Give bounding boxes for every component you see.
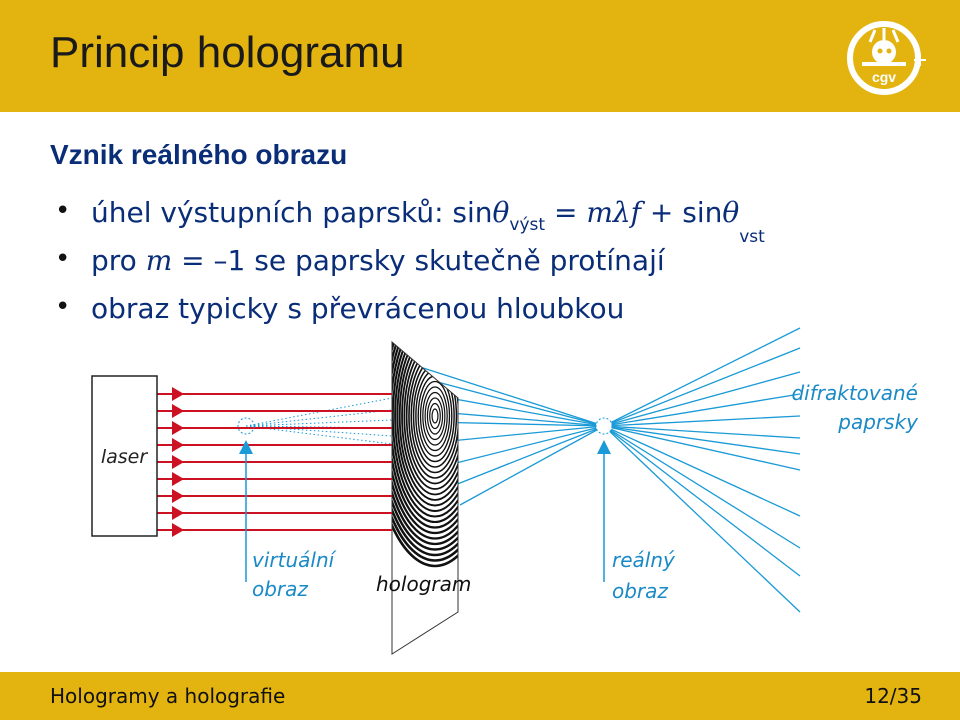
diffracted-ray bbox=[604, 348, 800, 426]
laser-ray-arrow bbox=[172, 489, 184, 503]
laser-ray-arrow bbox=[172, 455, 184, 469]
diffracted-ray bbox=[604, 426, 800, 548]
virtual-image-label: virtuální bbox=[252, 548, 335, 572]
laser-ray-arrow bbox=[172, 523, 184, 537]
bullet-item: • úhel výstupních paprsků: sinθ$_{výst}$ = mλf + sinθ$_{vst}$ bbox=[55, 196, 765, 244]
laser-rays bbox=[157, 387, 392, 537]
laser-ray-arrow bbox=[172, 472, 184, 486]
diffracted-rays-label: difraktované bbox=[791, 381, 918, 405]
section-heading: Vznik reálného obrazu bbox=[50, 139, 348, 170]
diffracted-rays-label: paprsky bbox=[838, 410, 918, 434]
hologram-plate bbox=[372, 320, 498, 656]
diffracted-ray bbox=[455, 426, 604, 485]
laser-ray-arrow bbox=[172, 506, 184, 520]
real-image-label: obraz bbox=[612, 579, 668, 603]
real-image-point bbox=[596, 418, 612, 434]
virtual-ray bbox=[246, 420, 392, 426]
virtual-image-rays bbox=[246, 398, 392, 444]
laser-ray-arrow bbox=[172, 404, 184, 418]
bullet-item: • obraz typicky s převrácenou hloubkou bbox=[55, 292, 765, 340]
real-arrow bbox=[597, 440, 611, 582]
footer-bar bbox=[0, 672, 960, 720]
page-title: Princip hologramu bbox=[50, 28, 405, 77]
laser-ray-arrow bbox=[172, 421, 184, 435]
bullet-list bbox=[55, 196, 765, 340]
hologram-diagram bbox=[0, 320, 960, 660]
footer-title: Hologramy a holografie bbox=[50, 684, 286, 708]
virtual-ray bbox=[246, 410, 392, 426]
virtual-image-label: obraz bbox=[252, 577, 308, 601]
hologram-label: hologram bbox=[376, 572, 472, 596]
page-number: 12/35 bbox=[864, 684, 922, 708]
laser-label: laser bbox=[100, 446, 148, 468]
laser-ray-arrow bbox=[172, 387, 184, 401]
cgv-logo-icon bbox=[840, 14, 940, 104]
real-image-label: reálný bbox=[612, 548, 675, 572]
diffracted-ray bbox=[448, 426, 604, 465]
diffracted-ray bbox=[604, 328, 800, 426]
header-bar bbox=[0, 0, 960, 112]
bullet-item: • pro m = –1 se paprsky skutečně protínají bbox=[55, 244, 765, 292]
laser-ray-arrow bbox=[172, 438, 184, 452]
logo-text: cgv bbox=[871, 69, 897, 85]
